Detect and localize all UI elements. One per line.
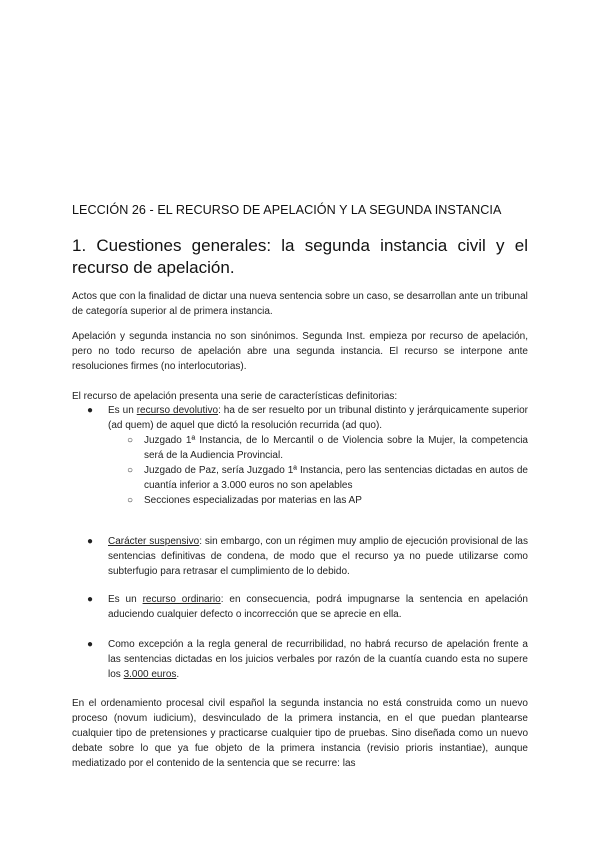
paragraph-apelacion-vs-segunda-instancia: Apelación y segunda instancia no son sinónimos. Segunda Inst. empieza por recurso de apelación, pero no todo recurso de apelación abre una segunda instancia. El recurso se interpone ante resoluciones firmes (no interlocutorias). [72, 331, 528, 372]
lesson-title: LECCIÓN 26 - EL RECURSO DE APELACIÓN Y LA SEGUNDA INSTANCIA [72, 203, 502, 217]
section-heading: 1. Cuestiones generales: la segunda instancia civil y el recurso de apelación. [72, 236, 528, 277]
sub-item-text: Juzgado de Paz, sería Juzgado 1ª Instancia, pero las sentencias dictadas en autos de cuantía inferior a 3.000 euros no son apelables [144, 465, 528, 491]
characteristics-list-item-4 [72, 637, 528, 682]
item-term: 3.000 euros [123, 669, 177, 680]
sub-list-item [72, 433, 528, 463]
item-prefix: Como excepción a la regla general de recurribilidad, no habrá recurso de apelación frente a las sentencias dictadas en los juicios verbales por razón de la cuantía cuando esta no supere los [108, 639, 528, 680]
list-item [72, 592, 528, 622]
bullet-icon: ● [87, 405, 94, 416]
sub-bullet-icon: ○ [127, 495, 134, 506]
list-item [72, 403, 528, 433]
item-text: : en consecuencia, podrá impugnarse la sentencia en apelación aduciendo cualquier defecto o incorrección que se aprecie en ella. [108, 594, 528, 620]
item-term: Carácter suspensivo [108, 536, 200, 547]
item-term: recurso devolutivo [136, 405, 219, 416]
sub-item-text: Secciones especializadas por materias en las AP [144, 495, 362, 506]
item-text: : sin embargo, con un régimen muy amplio de ejecución provisional de las sentencias definitivas de condena, de modo que el recurso ya no puede utilizarse como subterfugio para retrasar el cumplimiento de lo debido. [108, 536, 528, 577]
paragraph-ordenamiento: En el ordenamiento procesal civil español la segunda instancia no está construida como un nuevo proceso (novum iudicium), desvinculado de la primera instancia, en el que puedan plantearse cualquier tipo de pretensiones y practicarse cualquier tipo de pruebas. Sino diseñada como un nuevo debate sobre lo que ya fue objeto de la primera instancia (revisio prioris instantiae), aunque mediatizado por el contenido de la sentencia que se recurre: las [72, 698, 528, 769]
bullet-icon: ● [87, 536, 94, 547]
item-prefix: Es un [108, 594, 143, 605]
item-text: : ha de ser resuelto por un tribunal distinto y jerárquicamente superior (ad quem) de aquel que dictó la resolución recurrida (ad quo). [108, 405, 528, 431]
paragraph-characteristics-intro: El recurso de apelación presenta una serie de características definitorias: [72, 391, 398, 402]
item-text: . [176, 669, 180, 680]
item-prefix: Es un [108, 405, 137, 416]
bullet-icon: ● [87, 639, 94, 650]
characteristics-list-item-2 [72, 534, 528, 579]
sub-bullet-icon: ○ [127, 435, 134, 446]
characteristics-list-item-3 [72, 592, 528, 622]
sub-bullet-icon: ○ [127, 465, 134, 476]
sub-item-text: Juzgado 1ª Instancia, de lo Mercantil o de Violencia sobre la Mujer, la competencia será de la Audiencia Provincial. [144, 435, 528, 461]
sub-list-item [72, 463, 528, 493]
bullet-icon: ● [87, 594, 94, 605]
item-term: recurso ordinario [142, 594, 221, 605]
list-item [72, 637, 528, 682]
paragraph-definition: Actos que con la finalidad de dictar una nueva sentencia sobre un caso, se desarrollan ante un tribunal de categoría superior al de primera instancia. [72, 291, 528, 317]
sub-list-item [72, 493, 528, 508]
characteristics-list [72, 403, 528, 508]
list-item [72, 534, 528, 579]
